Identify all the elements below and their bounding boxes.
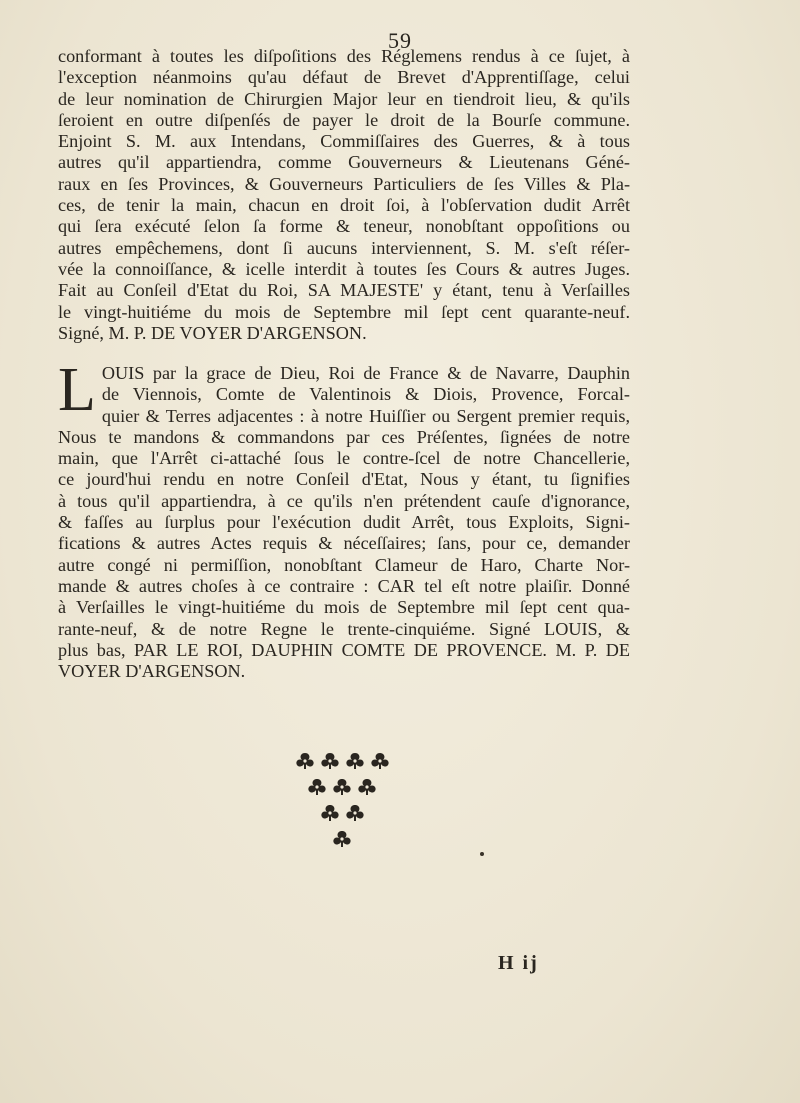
signature-mark: H ij <box>498 952 539 974</box>
text-line: Enjoint S. M. aux Intendans, Commiſſaires des Guerres, & à tous <box>58 131 630 152</box>
text-line: Fait au Conſeil d'Etat du Roi, SA MAJESTE' y étant, tenu à Verſailles <box>58 280 630 301</box>
text-line: main, que l'Arrêt ci-attaché ſous le contre-ſcel de notre Chancellerie, <box>58 448 630 469</box>
text-line: raux en ſes Provinces, & Gouverneurs Particuliers de ſes Villes & Pla- <box>58 173 630 194</box>
text-line: à Verſailles le vingt-huitiéme du mois de Septembre mil ſept cent qua- <box>58 597 630 618</box>
text-line: Nous te mandons & commandons par ces Préſentes, ſignées de notre <box>58 426 630 447</box>
text-line: quier & Terres adjacentes : à notre Huiſſier ou Sergent premier requis, <box>101 405 630 426</box>
paragraph-royal-letters <box>58 356 630 682</box>
text-line: & faſſes au ſurplus pour l'exécution dudit Arrêt, tous Exploits, Signi- <box>58 512 630 533</box>
text-line: le vingt-huitiéme du mois de Septembre mil ſept cent quarante-neuf. <box>58 301 630 322</box>
text-line: de leur nomination de Chirurgien Major leur en tiendroit lieu, & qu'ils <box>58 88 630 109</box>
text-line: autres empêchemens, dont ſi aucuns interviennent, S. M. s'eſt réſer- <box>58 237 630 258</box>
text-line: ces, de tenir la main, chacun en droit ſoi, à l'obſervation dudit Arrêt <box>58 195 630 216</box>
text-line: rante-neuf, & de notre Regne le trente-cinquiéme. Signé LOUIS, & <box>58 618 630 639</box>
fleuron-tailpiece-icon <box>285 748 400 858</box>
signature-line: Signé, M. P. DE VOYER D'ARGENSON. <box>58 322 367 343</box>
text-line: à tous qu'il appartiendra, à ce qu'ils n'en prétendent cauſe d'ignorance, <box>58 490 630 511</box>
text-line: OUIS par la grace de Dieu, Roi de France & de Navarre, Dauphin <box>101 363 630 383</box>
text-line: plus bas, PAR LE ROI, DAUPHIN COMTE DE PROVENCE. M. P. DE <box>58 639 630 660</box>
text-line: ſeroient en outre diſpenſés de payer le droit de la Bourſe commune. <box>58 109 630 130</box>
text-line: vée la connoiſſance, & icelle interdit à toutes ſes Cours & autres Juges. <box>58 258 630 279</box>
text-line: de Viennois, Comte de Valentinois & Diois, Provence, Forcal- <box>101 384 630 405</box>
text-line: fications & autres Actes requis & néceſſaires; ſans, pour ce, demander <box>58 533 630 554</box>
drop-capital: L <box>58 356 96 424</box>
paragraph-arret-conclusion <box>58 46 630 344</box>
signature-line: VOYER D'ARGENSON. <box>58 661 246 682</box>
text-line: autres qu'il appartiendra, comme Gouverneurs & Lieutenans Géné- <box>58 152 630 173</box>
text-line: ce jourd'hui rendu en notre Conſeil d'Etat, Nous y étant, tu ſignifies <box>58 469 630 490</box>
ink-speck <box>480 852 484 856</box>
text-line: mande & autres choſes à ce contraire : CAR tel eſt notre plaiſir. Donné <box>58 575 630 596</box>
text-line: conformant à toutes les diſpoſitions des Réglemens rendus à ce ſujet, à <box>58 46 630 66</box>
text-line: qui ſera exécuté ſelon ſa forme & teneur, nonobſtant oppoſitions ou <box>58 216 630 237</box>
text-line: autre congé ni permiſſion, nonobſtant Clameur de Haro, Charte Nor- <box>58 554 630 575</box>
text-line: l'exception néanmoins qu'au défaut de Brevet d'Apprentiſſage, celui <box>58 67 630 88</box>
page-number: 59 <box>388 28 412 53</box>
